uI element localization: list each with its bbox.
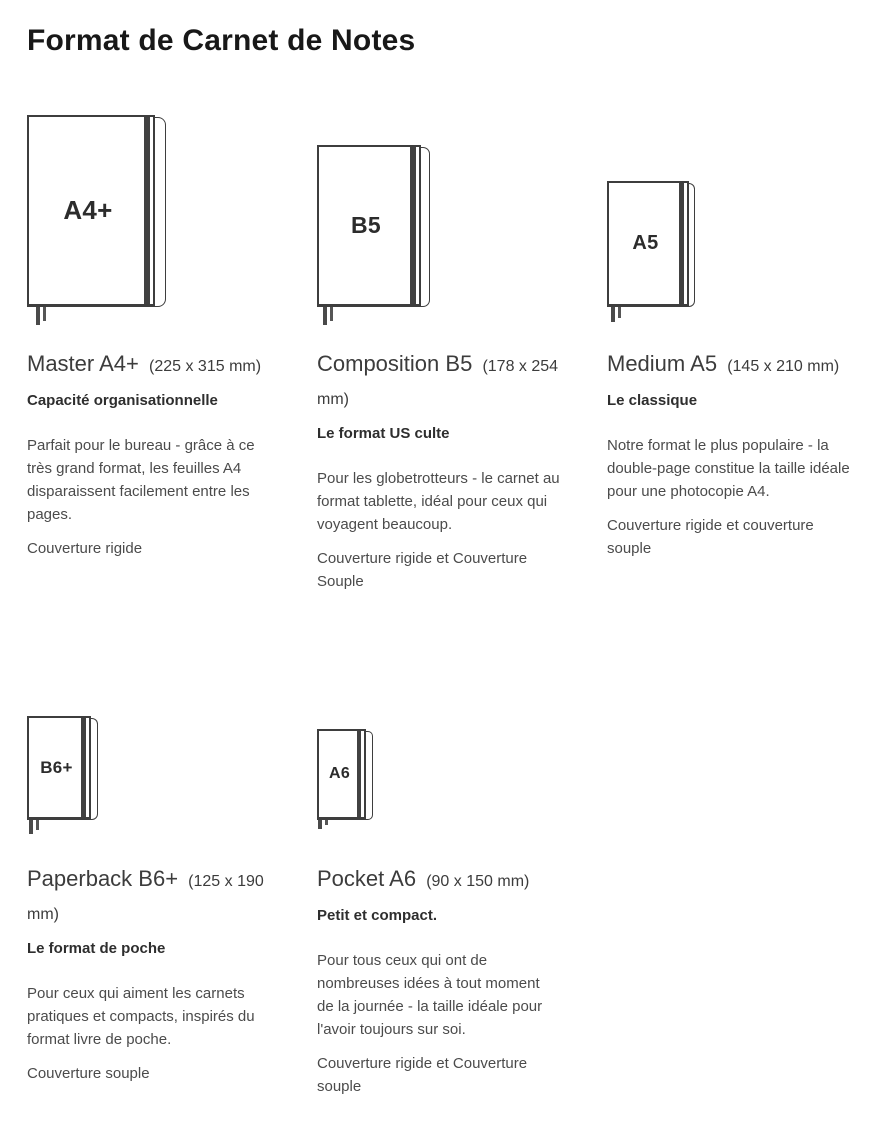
elastic-band-icon bbox=[679, 183, 684, 304]
formats-row-2 bbox=[27, 716, 870, 1098]
notebook-size-badge: B5 bbox=[350, 212, 381, 238]
notebook-illustration-area bbox=[607, 115, 869, 307]
notebook-front-cover bbox=[317, 145, 421, 307]
card-description: Pour tous ceux qui ont de nombreuses idées à tout moment de la journée - la taille idéale pour l'avoir toujours sur soi. bbox=[317, 952, 543, 1038]
card-title bbox=[317, 864, 579, 897]
format-card-composition-b5 bbox=[317, 115, 579, 593]
card-description: Pour ceux qui aiment les carnets pratiques et compacts, inspirés du format livre de poche. bbox=[27, 985, 255, 1048]
card-description: Parfait pour le bureau - grâce à ce très grand format, les feuilles A4 disparaissent facilement entre les pages. bbox=[27, 437, 255, 523]
card-size-label: (90 x 150 mm) bbox=[426, 873, 530, 890]
notebook-size-badge: A5 bbox=[632, 232, 659, 254]
notebook-front-cover bbox=[607, 181, 689, 307]
card-description: Pour les globetrotteurs - le carnet au format tablette, idéal pour ceux qui voyagent beaucoup. bbox=[317, 470, 560, 533]
notebook-illustration-area bbox=[317, 115, 579, 307]
notebook-size-badge: A4+ bbox=[63, 195, 113, 225]
notebook-front-cover bbox=[27, 115, 155, 307]
elastic-band-icon bbox=[357, 731, 361, 817]
format-card-master-a4plus bbox=[27, 115, 289, 560]
notebook-b6plus-illustration bbox=[27, 716, 91, 820]
notebook-illustration-area bbox=[27, 716, 289, 820]
notebook-a5-illustration bbox=[607, 181, 689, 307]
card-cover-options: Couverture rigide et Couverture souple bbox=[317, 1055, 528, 1095]
card-size-label: (125 x 190 mm) bbox=[27, 873, 264, 923]
card-cover-options: Couverture rigide et Couverture Souple bbox=[317, 550, 528, 590]
format-card-paperback-b6plus bbox=[27, 716, 289, 1085]
card-title bbox=[27, 864, 289, 930]
formats-row-1 bbox=[27, 115, 870, 716]
notebook-illustration-area bbox=[317, 716, 579, 820]
card-title-name: Pocket A6 bbox=[317, 866, 417, 891]
card-cover-options: Couverture rigide bbox=[27, 540, 143, 557]
notebook-size-badge: A6 bbox=[328, 765, 351, 782]
card-title-name: Composition B5 bbox=[317, 351, 473, 376]
card-subtitle: Le classique bbox=[607, 392, 698, 409]
card-title-name: Master A4+ bbox=[27, 351, 139, 376]
elastic-band-icon bbox=[81, 718, 86, 817]
card-title bbox=[317, 349, 579, 415]
bookmark-ribbon-icon bbox=[36, 304, 40, 325]
notebook-front-cover bbox=[27, 716, 91, 820]
notebook-illustration-area bbox=[27, 115, 289, 307]
card-title bbox=[607, 349, 869, 382]
card-cover-options: Couverture rigide et couverture souple bbox=[607, 517, 814, 557]
card-cover-options: Couverture souple bbox=[27, 1065, 150, 1082]
elastic-band-icon bbox=[410, 147, 416, 304]
format-card-medium-a5 bbox=[607, 115, 869, 560]
card-size-label: (225 x 315 mm) bbox=[149, 358, 262, 375]
card-subtitle: Le format US culte bbox=[317, 425, 450, 442]
card-description: Notre format le plus populaire - la double-page constitue la taille idéale pour une photocopie A4. bbox=[607, 437, 850, 500]
card-title-name: Medium A5 bbox=[607, 351, 718, 376]
notebook-b5-illustration bbox=[317, 145, 421, 307]
card-subtitle: Petit et compact. bbox=[317, 907, 438, 924]
bookmark-ribbon-icon bbox=[323, 304, 327, 325]
card-title bbox=[27, 349, 289, 382]
notebook-a4plus-illustration bbox=[27, 115, 155, 307]
card-subtitle: Le format de poche bbox=[27, 940, 166, 957]
format-card-pocket-a6 bbox=[317, 716, 579, 1098]
notebook-a6-illustration bbox=[317, 729, 366, 820]
card-size-label: (145 x 210 mm) bbox=[727, 358, 840, 375]
card-title-name: Paperback B6+ bbox=[27, 866, 179, 891]
elastic-band-icon bbox=[144, 117, 150, 304]
card-subtitle: Capacité organisationnelle bbox=[27, 392, 218, 409]
notebook-front-cover bbox=[317, 729, 366, 820]
page-title: Format de Carnet de Notes bbox=[27, 24, 416, 57]
notebook-size-badge: B6+ bbox=[40, 757, 73, 777]
card-size-label: (178 x 254 mm) bbox=[317, 358, 559, 408]
